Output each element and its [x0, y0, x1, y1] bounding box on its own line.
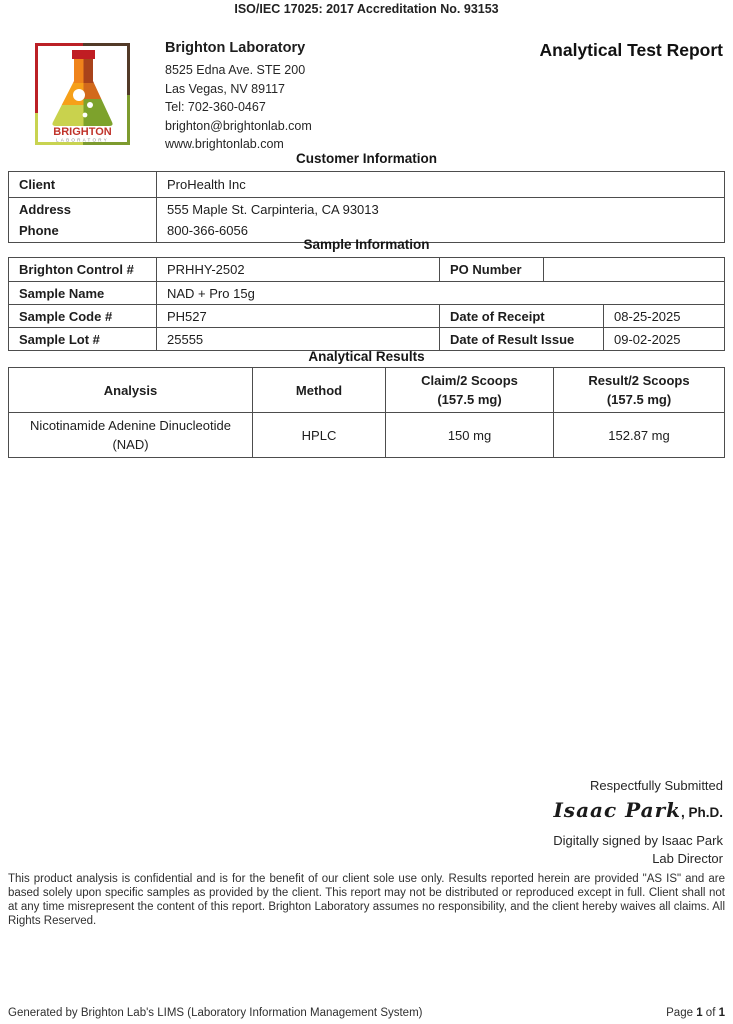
claim-header [385, 368, 553, 412]
frame-top-left [35, 43, 83, 46]
flask-neck-left [50, 59, 84, 83]
accreditation-line: ISO/IEC 17025: 2017 Accreditation No. 93153 [234, 2, 499, 16]
lab-address-line1: 8525 Edna Ave. STE 200 [165, 63, 306, 77]
customer-information-table [8, 171, 725, 243]
analysis-header: Analysis [103, 382, 158, 398]
sample-information-table [8, 257, 725, 351]
po-number-label: PO Number [439, 258, 543, 281]
signature-script: Isaac Park [553, 798, 681, 822]
analysis-value-line1: Nicotinamide Adenine Dinucleotide [30, 418, 231, 433]
page-number: Page 1 of 1 [666, 1007, 725, 1019]
result-header-line1: Result/2 Scoops [588, 373, 690, 388]
analysis-value [9, 413, 252, 457]
page-footer [8, 1007, 725, 1019]
sample-lot-label: Sample Lot # [19, 331, 100, 347]
sample-lot-value: 25555 [156, 328, 439, 350]
frame-left-top [35, 43, 38, 113]
phone-value: 800-366-6056 [167, 223, 248, 238]
address-phone-labels [9, 198, 156, 242]
method-header: Method [252, 368, 385, 412]
analytical-results-title: Analytical Results [308, 349, 425, 364]
result-value: 152.87 mg [553, 413, 724, 457]
signature-suffix: , Ph.D. [680, 805, 723, 820]
date-of-result-issue-value: 09-02-2025 [603, 328, 724, 350]
sample-code-label: Sample Code # [19, 308, 113, 324]
client-value: ProHealth Inc [156, 172, 724, 197]
client-label: Client [19, 177, 56, 192]
brighton-flask-icon [30, 38, 135, 150]
flask-neck-right [84, 59, 118, 83]
signature-line [553, 797, 723, 826]
po-number-value [543, 258, 724, 281]
date-of-result-issue-label: Date of Result Issue [439, 328, 603, 350]
report-title: Analytical Test Report [539, 40, 723, 60]
table-row [9, 281, 724, 304]
flask-bubble-large [73, 89, 85, 101]
sample-information-title: Sample Information [303, 237, 430, 252]
frame-right-top [127, 43, 130, 95]
table-header-row [9, 368, 724, 412]
claim-value: 150 mg [385, 413, 553, 457]
flask-body-right-top [84, 83, 120, 99]
generated-by-text: Generated by Brighton Lab's LIMS (Laboratory Information Management System) [8, 1007, 423, 1019]
lab-info-block [165, 40, 312, 154]
respectfully-submitted: Respectfully Submitted [590, 778, 723, 793]
sample-code-value: PH527 [156, 305, 439, 327]
frame-top-right [83, 43, 130, 46]
address-value: 555 Maple St. Carpinteria, CA 93013 [167, 202, 379, 217]
result-header [553, 368, 724, 412]
table-row [9, 258, 724, 281]
analysis-value-line2: (NAD) [112, 437, 149, 452]
customer-information-title: Customer Information [295, 151, 437, 166]
result-header-line2: (157.5 mg) [606, 392, 672, 407]
frame-left-bottom [35, 113, 38, 145]
lab-director-text: Lab Director [652, 851, 723, 866]
claim-header-line2: (157.5 mg) [437, 392, 502, 407]
table-row [9, 172, 724, 197]
claim-header-line1: Claim/2 Scoops [421, 373, 518, 388]
table-row [9, 197, 724, 242]
lab-name: Brighton Laboratory [165, 40, 306, 56]
analytical-results-table [8, 367, 725, 458]
frame-right-bottom [127, 95, 130, 145]
control-number-value: PRHHY-2502 [156, 258, 439, 281]
control-number-label: Brighton Control # [19, 262, 134, 277]
method-value: HPLC [252, 413, 385, 457]
table-row [9, 327, 724, 350]
digitally-signed-text: Digitally signed by Isaac Park [553, 833, 723, 848]
flask-body-left-bottom [48, 105, 84, 127]
logo-text-brighton: BRIGHTON [53, 126, 112, 138]
lab-phone: Tel: 702-360-0467 [165, 100, 266, 115]
address-phone-values [156, 198, 724, 242]
sample-name-label: Sample Name [19, 285, 105, 301]
lab-address-line2: Las Vegas, NV 89117 [165, 81, 285, 96]
table-row [9, 412, 724, 457]
lab-website: www.brightonlab.com [165, 137, 284, 152]
flask-bubble-medium [87, 102, 93, 108]
flask-cap [72, 50, 95, 59]
date-of-receipt-value: 08-25-2025 [603, 305, 724, 327]
phone-label: Phone [19, 223, 59, 238]
address-label: Address [19, 202, 72, 217]
table-row [9, 304, 724, 327]
brighton-logo [30, 38, 135, 150]
lab-email: brighton@brightonlab.com [165, 118, 312, 133]
sample-name-value: NAD + Pro 15g [156, 282, 724, 304]
signature-block [553, 776, 723, 868]
logo-text-laboratory: LABORATORY [56, 137, 109, 143]
flask-bubble-small [83, 113, 88, 118]
disclaimer-text: This product analysis is confidential and is for the benefit of our client sole use only. Results reported herein are provided "AS IS" and are based solely upon specific samples as provided by the client. This report may not be distributed or reproduced except in full. Client shall not at any time misrepresent the content of this report. Brighton Laboratory assumes no responsibility, and the client hereby waives all claims. All Rights Reserved. [8, 873, 725, 927]
date-of-receipt-label: Date of Receipt [439, 305, 603, 327]
flask-body [48, 59, 119, 127]
